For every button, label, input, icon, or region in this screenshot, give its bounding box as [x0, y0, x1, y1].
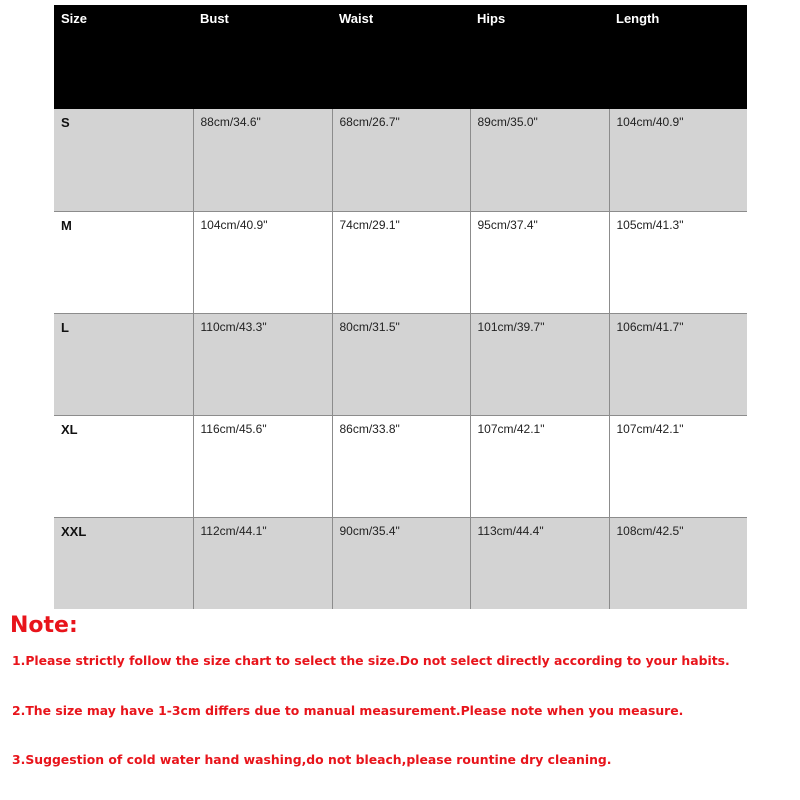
note-title: Note:	[10, 613, 78, 638]
header-length: Length	[609, 5, 747, 109]
table-row-xl	[54, 415, 747, 517]
cell-hips: 107cm/42.1"	[470, 415, 609, 517]
cell-hips: 101cm/39.7"	[470, 313, 609, 415]
cell-hips: 89cm/35.0"	[470, 109, 609, 211]
cell-bust: 112cm/44.1"	[193, 517, 332, 609]
header-size: Size	[54, 5, 193, 109]
cell-bust: 104cm/40.9"	[193, 211, 332, 313]
note-item-3: 3.Suggestion of cold water hand washing,do not bleach,please rountine dry cleaning.	[12, 752, 612, 767]
cell-waist: 68cm/26.7"	[332, 109, 470, 211]
cell-length: 108cm/42.5"	[609, 517, 747, 609]
cell-length: 107cm/42.1"	[609, 415, 747, 517]
size-chart-table	[54, 5, 747, 609]
cell-size: S	[54, 109, 193, 211]
cell-length: 104cm/40.9"	[609, 109, 747, 211]
cell-waist: 90cm/35.4"	[332, 517, 470, 609]
cell-waist: 80cm/31.5"	[332, 313, 470, 415]
cell-waist: 74cm/29.1"	[332, 211, 470, 313]
cell-size: L	[54, 313, 193, 415]
table-row-s	[54, 109, 747, 211]
cell-waist: 86cm/33.8"	[332, 415, 470, 517]
header-waist: Waist	[332, 5, 470, 109]
header-bust: Bust	[193, 5, 332, 109]
cell-size: XXL	[54, 517, 193, 609]
cell-bust: 116cm/45.6"	[193, 415, 332, 517]
cell-length: 105cm/41.3"	[609, 211, 747, 313]
table-row-xxl	[54, 517, 747, 609]
table-row-m	[54, 211, 747, 313]
cell-bust: 88cm/34.6"	[193, 109, 332, 211]
cell-size: M	[54, 211, 193, 313]
cell-hips: 95cm/37.4"	[470, 211, 609, 313]
header-row	[54, 5, 747, 109]
cell-bust: 110cm/43.3"	[193, 313, 332, 415]
cell-size: XL	[54, 415, 193, 517]
table-row-l	[54, 313, 747, 415]
cell-length: 106cm/41.7"	[609, 313, 747, 415]
cell-hips: 113cm/44.4"	[470, 517, 609, 609]
header-hips: Hips	[470, 5, 609, 109]
note-item-2: 2.The size may have 1-3cm differs due to manual measurement.Please note when you measure.	[12, 703, 684, 718]
note-item-1: 1.Please strictly follow the size chart to select the size.Do not select directly according to your habits.	[12, 653, 730, 668]
